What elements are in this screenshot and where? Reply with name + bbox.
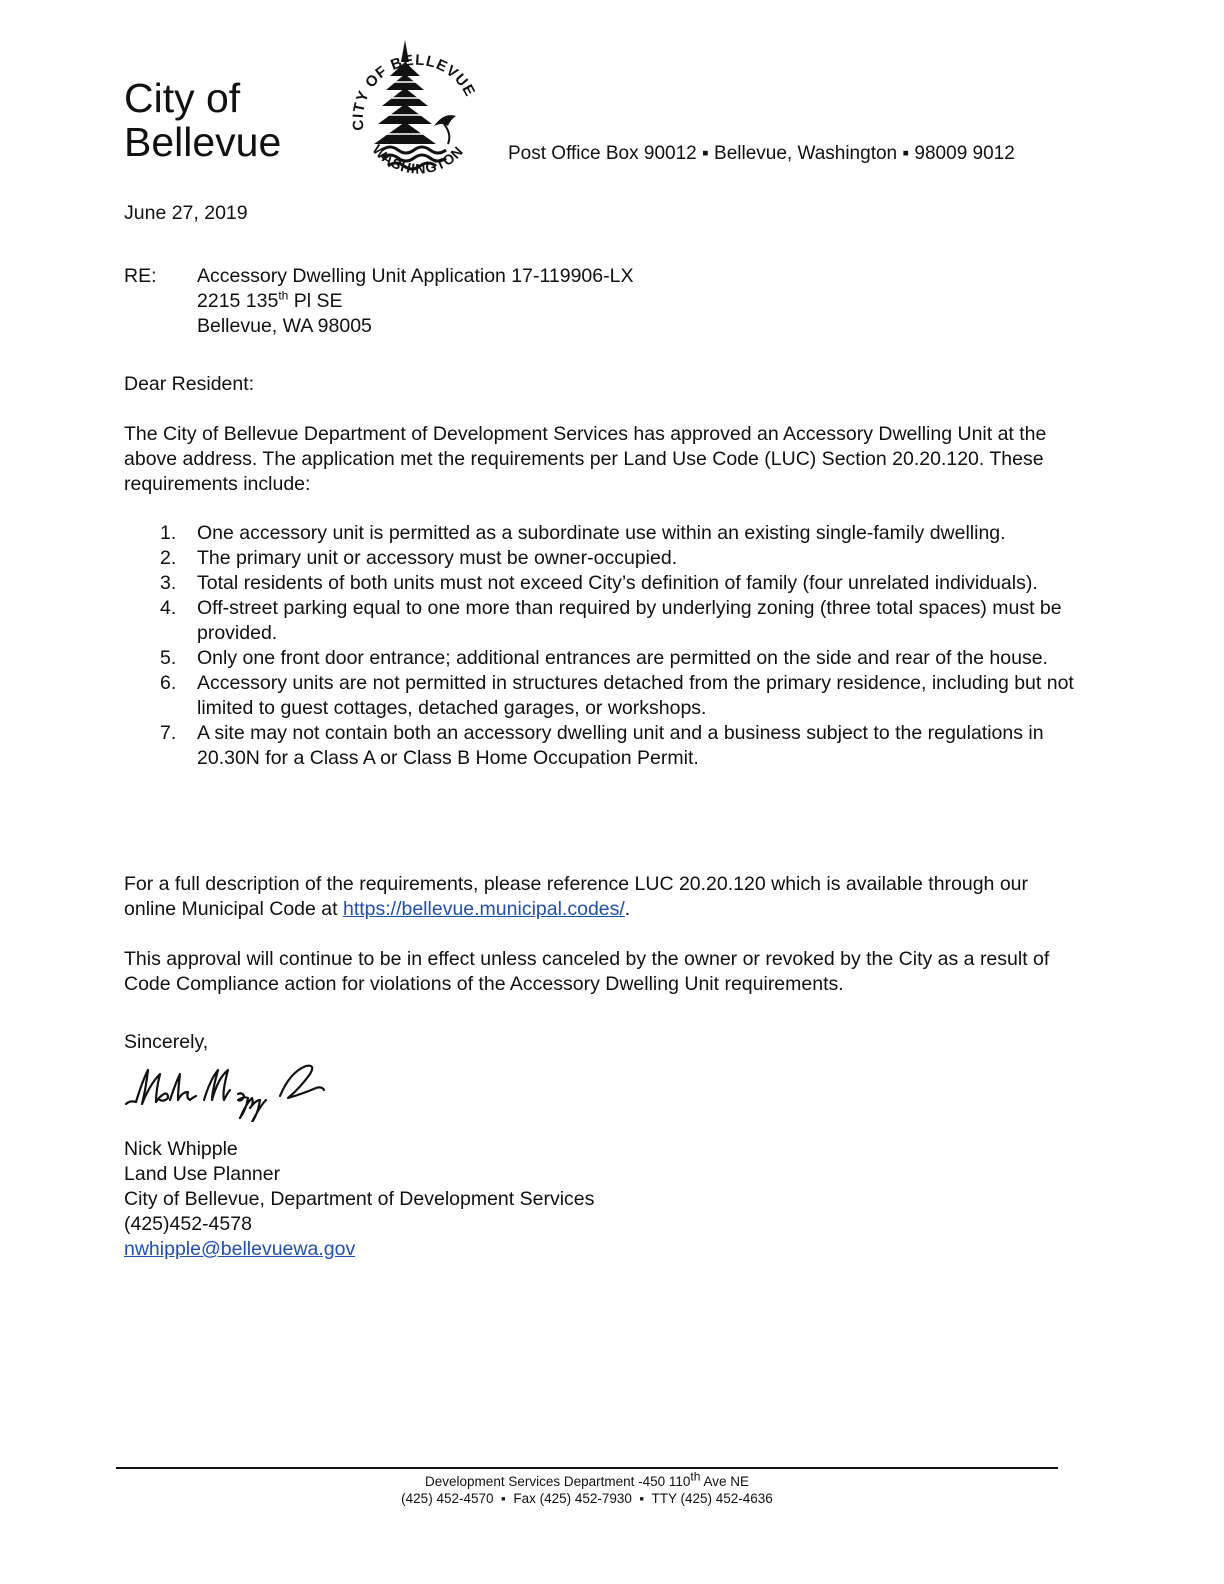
footer-tty: TTY (425) 452-4636 xyxy=(651,1491,773,1506)
list-text: Total residents of both units must not exceed City’s definition of family (four unrelated individuals). xyxy=(197,572,1038,594)
seal-text-top: CITY OF BELLEVUE xyxy=(349,51,479,132)
city-name xyxy=(124,76,281,164)
reference-period: . xyxy=(624,898,631,920)
footer-dept-street: Ave NE xyxy=(700,1474,749,1489)
city-state: Bellevue, Washington xyxy=(714,143,898,164)
city-name-line1: City of xyxy=(124,75,241,121)
signer-name: Nick Whipple xyxy=(124,1138,238,1160)
bullet-separator: ▪ xyxy=(902,143,910,164)
list-text: Accessory units are not permitted in structures detached from the primary residence, including but not limited to guest cottages, detached garages, or workshops. xyxy=(197,672,1074,719)
list-number: 5. xyxy=(160,647,177,669)
requirements-list xyxy=(124,521,1084,771)
footer xyxy=(116,1469,1058,1507)
list-item xyxy=(124,546,1084,571)
list-item xyxy=(124,646,1084,671)
list-item xyxy=(124,571,1084,596)
footer-department xyxy=(116,1469,1058,1490)
letterhead-address xyxy=(508,143,1015,165)
intro-paragraph: The City of Bellevue Department of Development Services has approved an Accessory Dwelling Unit at the above address. The application met the requirements per Land Use Code (LUC) Section 20.20.120. These requirements include: xyxy=(124,423,1047,495)
re-street-address xyxy=(197,289,633,314)
address-number: 2215 135 xyxy=(197,290,279,312)
re-application: Accessory Dwelling Unit Application 17-119906-LX xyxy=(197,265,634,287)
list-item xyxy=(124,521,1084,546)
list-text: One accessory unit is permitted as a subordinate use within an existing single-family dwelling. xyxy=(197,522,1006,544)
bullet-separator: ▪ xyxy=(635,1491,648,1506)
seal-text-bottom: WASHINGTON xyxy=(369,141,467,177)
handwritten-signature xyxy=(120,1060,340,1122)
list-item xyxy=(124,596,1084,646)
address-street: Pl SE xyxy=(288,290,343,312)
list-number: 3. xyxy=(160,572,177,594)
reference-text: For a full description of the requirements, please reference LUC 20.20.120 which is available through our online Municipal Code at xyxy=(124,873,1029,920)
bullet-separator: ▪ xyxy=(497,1491,510,1506)
signer-email-link[interactable]: nwhipple@bellevuewa.gov xyxy=(124,1238,356,1260)
re-subject xyxy=(197,264,633,339)
signature-block xyxy=(124,1137,594,1262)
list-number: 2. xyxy=(160,547,177,569)
list-number: 6. xyxy=(160,672,177,694)
footer-divider xyxy=(116,1467,1058,1469)
reference-paragraph xyxy=(124,872,1084,922)
footer-phone: (425) 452-4570 xyxy=(401,1491,494,1506)
po-box: Post Office Box 90012 xyxy=(508,143,697,164)
closing: Sincerely, xyxy=(124,1031,209,1053)
approval-paragraph: This approval will continue to be in effect unless canceled by the owner or revoked by the City as a result of Code Compliance action for violations of the Accessory Dwelling Unit requirements. xyxy=(124,948,1050,995)
list-text: Off-street parking equal to one more than required by underlying zoning (three total spaces) must be provided. xyxy=(197,597,1062,644)
municipal-code-link[interactable]: https://bellevue.municipal.codes/ xyxy=(342,898,625,920)
footer-dept-prefix: Development Services Department -450 110 xyxy=(425,1474,691,1489)
list-item xyxy=(124,721,1084,771)
address-suffix: th xyxy=(278,288,289,303)
list-number: 7. xyxy=(160,722,177,744)
re-label: RE: xyxy=(124,265,157,287)
footer-dept-suffix: th xyxy=(690,1469,701,1484)
signer-department: City of Bellevue, Department of Development Services xyxy=(124,1188,595,1210)
list-text: Only one front door entrance; additional entrances are permitted on the side and rear of the house. xyxy=(197,647,1048,669)
signer-title: Land Use Planner xyxy=(124,1163,281,1185)
zip-code: 98009 9012 xyxy=(914,143,1015,164)
city-name-line2: Bellevue xyxy=(124,119,282,165)
list-number: 4. xyxy=(160,597,177,619)
list-item xyxy=(124,671,1084,721)
list-text: A site may not contain both an accessory dwelling unit and a business subject to the regulations in 20.30N for a Class A or Class B Home Occupation Permit. xyxy=(197,722,1044,769)
greeting: Dear Resident: xyxy=(124,373,255,395)
list-number: 1. xyxy=(160,522,177,544)
signer-phone: (425)452-4578 xyxy=(124,1213,252,1235)
bullet-separator: ▪ xyxy=(702,143,709,164)
list-text: The primary unit or accessory must be owner-occupied. xyxy=(197,547,678,569)
letter-date: June 27, 2019 xyxy=(124,202,248,224)
city-seal-logo xyxy=(342,38,492,188)
re-city-line: Bellevue, WA 98005 xyxy=(197,315,372,337)
footer-fax: Fax (425) 452-7930 xyxy=(513,1491,632,1506)
footer-contacts xyxy=(116,1490,1058,1507)
